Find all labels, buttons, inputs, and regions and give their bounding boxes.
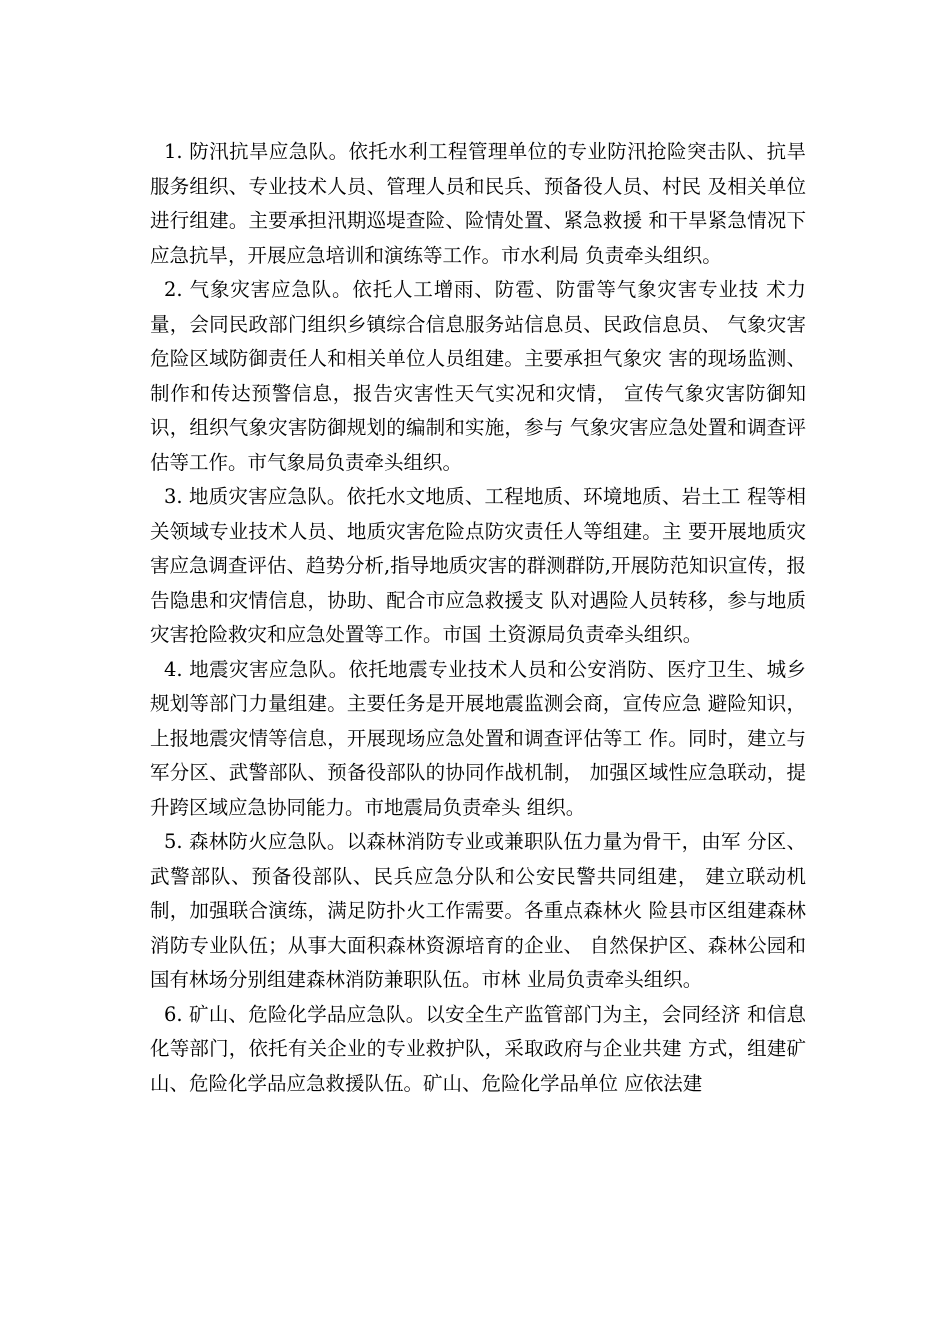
paragraph-number: 2.	[164, 278, 183, 301]
paragraph-geological	[150, 480, 806, 653]
paragraph-number: 5.	[164, 830, 183, 853]
paragraph-flood-drought	[150, 135, 806, 273]
paragraph-text: 气象灾害应急队。依托人工增雨、防雹、防雷等气象灾害专业技 术力量，会同民政部门组织乡镇综合信息服务站信息员、民政信息员、 气象灾害危险区域防御责任人和相关单位人员组建。主要承担气象灾 害的现场监测、制作和传达预警信息，报告灾害性天气实况和灾情， 宣传气象灾害防御知识，组织气象灾害防御规划的编制和实施，参与 气象灾害应急处置和调查评估等工作。市气象局负责牵头组织。	[150, 278, 807, 474]
paragraph-meteorological	[150, 273, 806, 480]
paragraph-text: 矿山、危险化学品应急队。以安全生产监管部门为主，会同经济 和信息化等部门，依托有关企业的专业救护队，采取政府与企业共建 方式，组建矿山、危险化学品应急救援队伍。矿山、危险化学品单位 应依法建	[150, 1002, 806, 1095]
document-page	[150, 135, 806, 1101]
paragraph-forest-fire	[150, 825, 806, 998]
paragraph-earthquake	[150, 653, 806, 826]
paragraph-number: 6.	[164, 1002, 183, 1026]
paragraph-number: 1.	[164, 140, 183, 163]
paragraph-text: 地质灾害应急队。依托水文地质、工程地质、环境地质、岩土工 程等相关领域专业技术人员、地质灾害危险点防灾责任人等组建。主 要开展地质灾害应急调查评估、趋势分析,指导地质灾害的群测群防,开展防范知识宣传，报告隐患和灾情信息，协助、配合市应急救援支 队对遇险人员转移，参与地质灾害抢险救灾和应急处置等工作。市国 土资源局负责牵头组织。	[150, 485, 806, 646]
paragraph-text: 防汛抗旱应急队。依托水利工程管理单位的专业防汛抢险突击队、抗旱服务组织、专业技术人员、管理人员和民兵、预备役人员、村民 及相关单位进行组建。主要承担汛期巡堤查险、险情处置、紧急救援 和干旱紧急情况下应急抗旱，开展应急培训和演练等工作。市水利局 负责牵头组织。	[150, 140, 806, 267]
paragraph-number: 3.	[164, 485, 183, 508]
paragraph-number: 4.	[164, 657, 183, 681]
paragraph-mining-chemical	[150, 998, 806, 1102]
paragraph-text: 森林防火应急队。以森林消防专业或兼职队伍力量为骨干，由军 分区、武警部队、预备役部队、民兵应急分队和公安民警共同组建， 建立联动机制，加强联合演练，满足防扑火工作需要。各重点森林火 险县市区组建森林消防专业队伍；从事大面积森林资源培育的企业、 自然保护区、森林公园和国有林场分别组建森林消防兼职队伍。市林 业局负责牵头组织。	[150, 830, 806, 991]
paragraph-text: 地震灾害应急队。依托地震专业技术人员和公安消防、医疗卫生、城乡规划等部门力量组建。主要任务是开展地震监测会商，宣传应急 避险知识，上报地震灾情等信息，开展现场应急处置和调查评估等工 作。同时，建立与军分区、武警部队、预备役部队的协同作战机制， 加强区域性应急联动，提升跨区域应急协同能力。市地震局负责牵头 组织。	[150, 657, 806, 819]
